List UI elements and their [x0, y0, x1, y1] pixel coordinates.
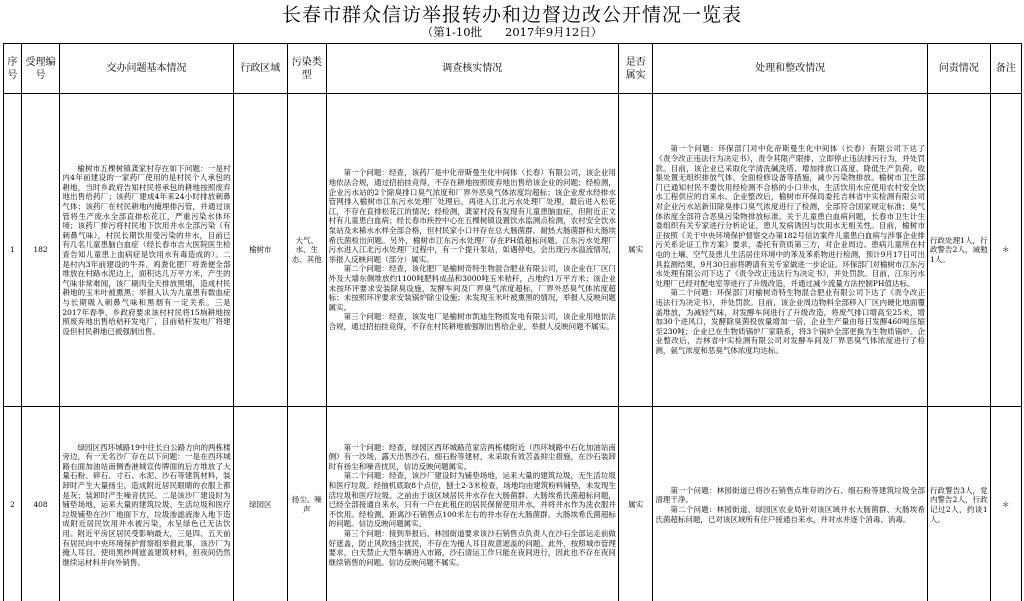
row-code: 182	[21, 94, 60, 407]
row-accountability: 行政警告3人，党内警告2人，行政记过2人，约谈1人。	[927, 407, 990, 601]
col-header-accountability: 问责情况	[927, 44, 990, 94]
row-investigation	[326, 407, 618, 601]
investigation-paragraph: 第三个问题：接到举报后，林园街道要求该沙石销售点负责人在沙石全部运走前做好遮盖，防止风吹扬尘扰民，不存在为掩人耳目故意遮盖的问题。此外，按照城市管理要求，白天禁止大型车辆进入市路，沙石清运工作只能在夜间进行，因此也不存在夜间继续销售的问题。信访反映问题不属实。	[328, 528, 616, 567]
row-district: 榆树市	[233, 94, 287, 407]
row-pollution: 大气、水、生态、其他	[287, 94, 326, 407]
row-accountability: 行政处理1人，行政警告2人，诫勉1人。	[927, 94, 990, 407]
rectification-paragraph: 第一个问题：环保部门对中化帝斯曼生化中间体（长春）有限公司下达了《责令改正违法行为决定书》，责令其限产限排，立即停止违法排污行为，并处罚款。目前，该企业已采取化学清洗碱洗塔、增加排放口高度、降低生产负荷、收集处置无组织排放气体、全面检修设备等措施，减少污染物排放。榆树市卫生部门已通知村民不要饮用经检测不合格的小口井水，生活饮用水应使用农村安全饮水工程供应的自来水。企业整改后，榆树市环保局委托吉林省中实检测有限公司对企业污水站新旧除臭排口臭气浓度进行了检测，全部符合国家规定标准；臭气体浓度全部符合恶臭污染物排放标准。关于儿童患白血病问题，长春市卫生计生委组织有关专家进行分析论证，患儿发病诱因与饮用水无相关性。目前，榆树市正按照《关于中央环境保护督察交办第182号信访案件儿童患白血病与涉事企业排污关系论证工作方案》要求，委托有资质第三方，对企业周边、患病儿童所在村屯的土壤、空气及患儿生活居住环境中的苯及苯系物进行检测，预计9月17日可出具监测结果，9月30日前将聘请有关专家做进一步论证。环保部门对榆树市江东污水处理有限公司下达了《责令改正违法行为决定书》，并处罚款。目前，江东污水处理厂已经对配电室等进行了升级改造，并通过减少流量方法控制PH值达标。	[655, 144, 925, 288]
investigation-paragraph: 第二个问题：经查，该化肥厂是榆树奇特生物混合肥业有限公司，该企业在厂区门外及大墙东侧堆放约1100吨肥料成品和3000吨玉米秸秆，占地约1万平方米；该企业未按环评要求安装除臭设施，发酵车间及厂界臭气浓度超标，厂界外恶臭气体浓度超标；未按照环评要求安装锅炉除尘设施；未发现玉米叶被熏黑的情况，举报人反映问题属实。	[328, 264, 616, 312]
investigation-paragraph: 第一个问题：经查，该药厂是中化帝斯曼生化中间体（长春）有限公司，该企业用地依法合规，通过招拍挂竞得，不存在耕地按照废弃地出售给该企业的问题；经检测，企业污水站的2个除臭排口臭气浓度和厂界外恶臭气体浓度均超标；该企业废水经排水管网排入榆树市江东污水处理厂处理后，再进入江北污水处理厂处理，最后进入松花江，不存在直排松花江的情况；经检测，龚家村没有发现有儿童患脑血症，但附近正文村有儿童患白血病；经长春市疾控中心在五棵树镇设置饮水监测点检测，农村安全饮水泵站及未稀水水样全部合格，但村民家小口井存在总大肠菌群、耐热大肠菌群和大肠埃希氏菌检出问题。另外，榆树市江东污水处理厂存在PH值超标问题，江东污水处理厂污水进入江北污水处理厂过程中，有一个提升泵站，如遇停电，会出现污水溢流情况，举报人反映问题（部分）属实。	[328, 168, 616, 264]
col-header-code: 受理编号	[21, 44, 60, 94]
col-header-pollution: 污染类型	[287, 44, 326, 94]
table-row	[4, 94, 1022, 407]
row-investigation	[326, 94, 618, 407]
problem-text: 榆树市五棵树镇龚家村存在如下问题：一是村内4年前建设的一家药厂使用的是村民个人承包的耕地，当时乡政府告知村民将承包的耕地按照废弃地出售给药厂；该药厂建成4年来24小时排放刺鼻气体；该药厂在村民耕地内掩埋排污管，并通过该管将生产废水全部直排松花江，严重污染水体环境；该药厂排污将村民地下饮用井水全部污染（有刺鼻气味），村民长期饮用受污染的井水，目前已有几名儿童患脑白血症（经长春市吉大医院医生检查告知儿童患上血病症是饮用水有毒造成的）。二是村内3年前建设的牛养、鸡粪化肥厂将粪便全部堆放在村路水泥边上，面积达几万平方米，产生的气味非常难闻，该厂刷肉全天排放黑烟，造成村民耕地的玉米叶被熏黑；举报人认为九童患有数血症与长期吸入刺鼻气味和黑烟有一定关系。三是2017年春季，乡政府要求该村村民将15垧耕地按照废弃地出售给秸秆发电厂，目前秸秆发电厂将建设但村民耕地已被强制出售。	[62, 163, 231, 336]
investigation-paragraph: 第一个问题：经查，绿园区西环城路范家店两栋楼附近（西环城路中石化加油站南侧）有一沙场，露天出售沙石、细石粉等建材，未采取有效苫盖抑尘措施，在沙石装卸时有扬尘和噪音扰民，信访反映问题属实。	[328, 442, 616, 471]
col-header-remark: 备注	[990, 44, 1021, 94]
col-header-verified: 是否属实	[618, 44, 652, 94]
page-subtitle: （第1-10批 2017年9月12日）	[421, 25, 603, 39]
col-header-district: 行政区域	[233, 44, 287, 94]
rectification-paragraph: 第二个问题：环保部门对榆树奇特生物混合肥业有限公司下达了《责令改正违法行为决定书》，并处罚款。目前，该企业周边物料全部移入厂区内硬化地面覆盖堆放，为减轻气味，对发酵车间进行了升级改造，将废气排口增高至25米，增加30个进风口，发酵除臭菌投放量增加一倍，企业生产量由每日发酵460吨压缩至230吨；企业已在生物质锅炉厂家联系，将3个锅炉全部更换为生物质锅炉。企业整改后，吉林省中实检测有限公司对发酵车间及厂界恶臭气体浓度进行了检测，氨气浓度和恶臭气体浓度均达标。	[655, 288, 925, 355]
row-verified: 属实	[618, 407, 652, 601]
header-row	[4, 44, 1022, 94]
row-remark: ＊	[990, 94, 1021, 407]
col-header-investigation: 调查核实情况	[326, 44, 618, 94]
row-code: 408	[21, 407, 60, 601]
row-rectification	[653, 94, 928, 407]
disclosure-table	[3, 43, 1022, 601]
problem-text: 绿园区西环城路19中往长白公路方向的两栋楼旁边，有一无名沙厂存在以下问题：一是在西环城路右面加油站南侧香港城宣传牌面的后方堆放了大量石粉、碎石、寸石、水泥、沙石等建筑材料，装卸时产生大量扬尘，造成附近居民眼睛的衣服上都是灰；装卸时产生噪音扰民。二是该沙厂建设时为铺垫场地，运来大量的建筑垃圾、生活垃圾和医疗垃圾铺垫在沙厂地面下方，垃圾渗滤液渗入地下造成附近居民饮用井水被污染，水呈绿色已无法饮用。附近平房区居民受影响最大，三是四、五天前有居民向中央环境保护督察组举报此事，该沙厂为掩人耳目，使用黑纱网遮盖建筑材料，但夜间仍然继续运材料并向外销售。	[62, 442, 231, 567]
row-pollution: 扬尘、噪声	[287, 407, 326, 601]
rectification-paragraph: 第一个问题：林园街道已将沙石销售点堆存的沙石、细石粉等建筑垃圾全部清理干净。	[655, 485, 925, 505]
table-row	[4, 407, 1022, 601]
row-verified: 属实	[618, 94, 652, 407]
row-remark: ＊	[990, 407, 1021, 601]
col-header-rectification: 处理和整改情况	[653, 44, 928, 94]
rectification-paragraph: 第二个问题：林园街道、绿园区农业局针对该区域井水大肠菌群、大肠埃希氏菌超标问题，已对该区域所有住户接通自来水，并对水井逐个消毒、消毒。	[655, 505, 925, 524]
row-rectification	[653, 407, 928, 601]
row-no: 1	[4, 94, 22, 407]
col-header-problem: 交办问题基本情况	[60, 44, 233, 94]
page-title: 长春市群众信访举报转办和边督边改公开情况一览表	[281, 4, 742, 26]
investigation-paragraph: 第三个问题：经查，该发电厂是榆树市凯迪生物质发电有限公司，该企业用地依法合规，通过招拍挂竞得，不存在村民耕地被强制出售给企业，举报人反映问题不属实。	[328, 312, 616, 331]
col-header-no: 序号	[4, 44, 22, 94]
row-problem	[60, 94, 233, 407]
row-no: 2	[4, 407, 22, 601]
investigation-paragraph: 第二个问题：经查，该沙厂建设时为铺垫场地，运来大量的建筑垃圾，无生活垃圾和医疗垃圾。经抽机底取8个点位，刨土2-3米检查，场地均由建筑粉料铺垫，未发现生活垃圾和医疗垃圾。之前由于该区域居民井水存在大肠菌群、大肠埃希氏菌超标问题，已经全部接通自来水，只有一户在此租住的居民保留使用井水，并将井水作为洗衣服并不饮用。经检测，距离沙石销售点100米左右的井水存在大肠菌群、大肠埃希氏菌超标的问题。信访反映问题属实。	[328, 471, 616, 529]
row-district: 绿园区	[233, 407, 287, 601]
row-problem	[60, 407, 233, 601]
